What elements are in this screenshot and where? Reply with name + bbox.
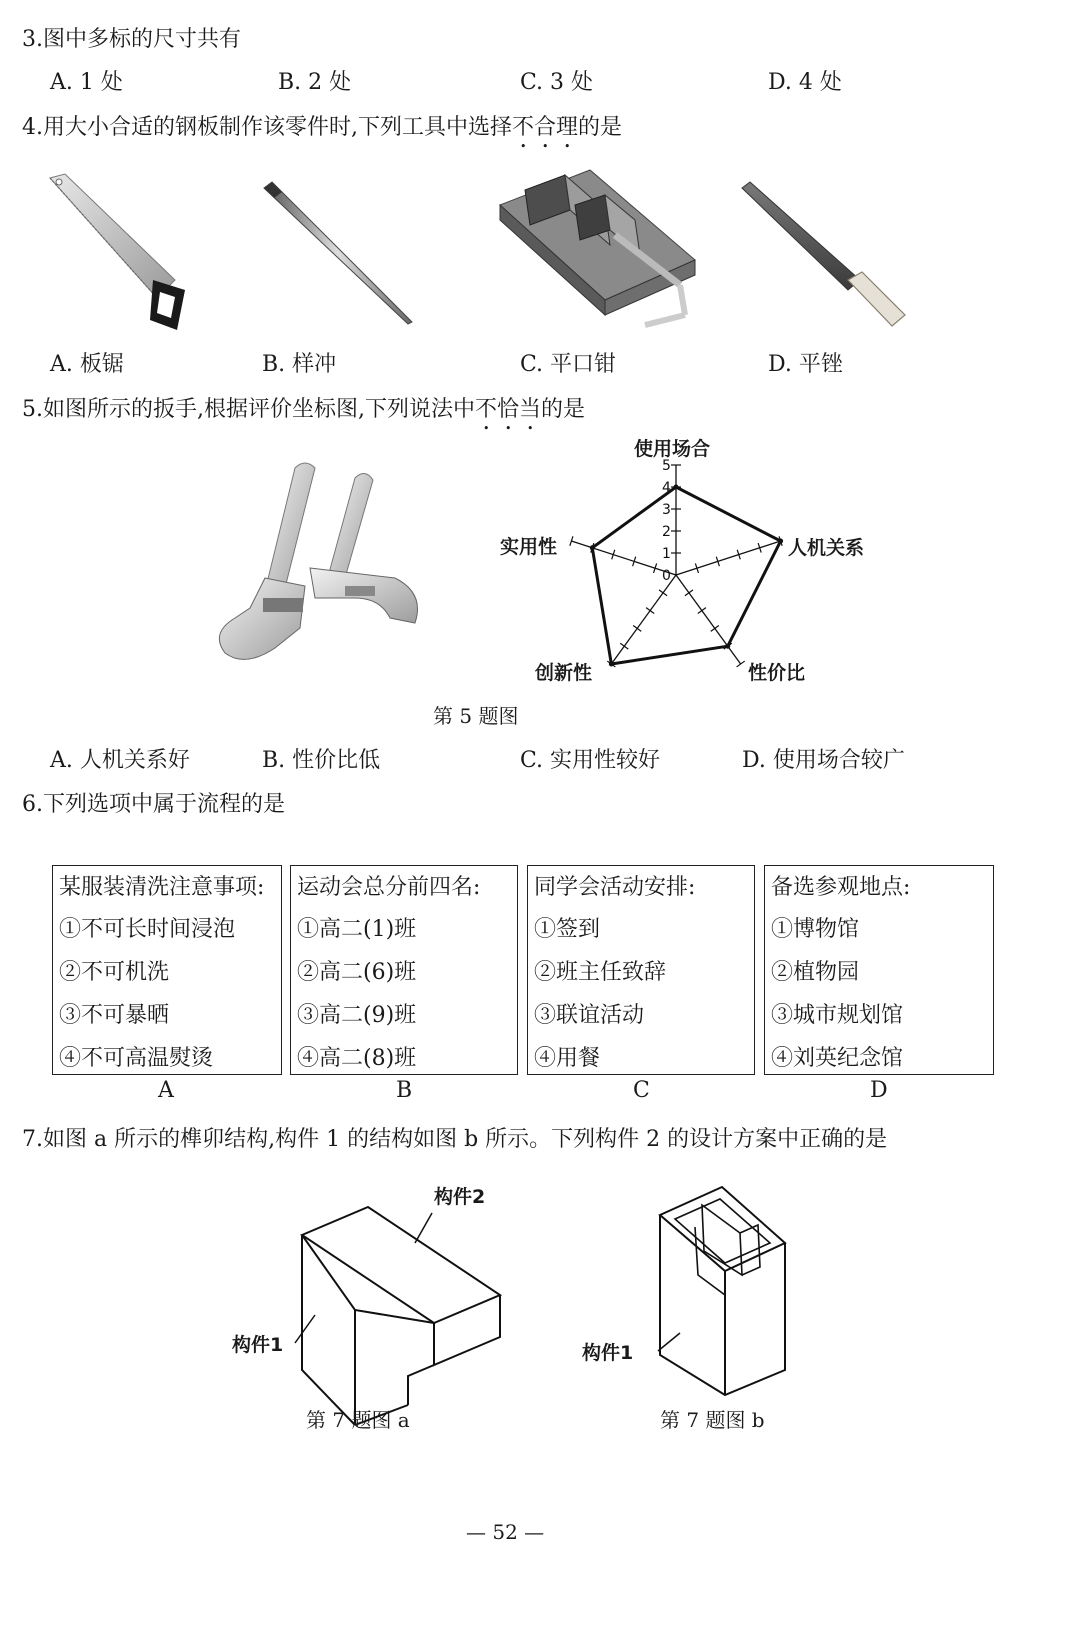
- q7-figure-b-post-drawing: [640, 1175, 820, 1405]
- adjustable-wrench-icon: [205, 458, 435, 683]
- q4-stem-before: 4.用大小合适的钢板制作该零件时,下列工具中选择: [22, 115, 512, 140]
- q6-box-b-line: ③高二(9)班: [297, 1003, 417, 1028]
- q5-option-c: C. 实用性较好: [520, 748, 661, 773]
- q6-box-d-line: ③城市规划馆: [771, 1003, 904, 1028]
- q5-figure-caption: 第 5 题图: [433, 704, 519, 728]
- q5-stem-after: 的是: [541, 397, 586, 422]
- radar-value-polygon: [592, 487, 780, 664]
- radar-axis-tick: [737, 661, 745, 667]
- q6-box-c-line: ①签到: [534, 917, 601, 942]
- center-punch-icon: [262, 180, 417, 325]
- radar-scale-label: 2: [662, 524, 671, 540]
- hand-saw-icon: [45, 170, 195, 335]
- q6-box-d: [764, 865, 994, 1075]
- radar-axis-label-3: 创新性: [535, 662, 593, 684]
- q6-box-d-letter: D: [870, 1078, 888, 1103]
- radar-axis-tick: [633, 625, 641, 631]
- q5-option-d: D. 使用场合较广: [742, 748, 905, 773]
- q6-box-b-line: ②高二(6)班: [297, 960, 417, 985]
- q3-option-a: A. 1 处: [50, 70, 123, 95]
- radar-value-point: [778, 539, 783, 544]
- q6-box-b: [290, 865, 518, 1075]
- q4-option-c: C. 平口钳: [520, 352, 617, 377]
- q6-box-d-line: ④刘英纪念馆: [771, 1046, 904, 1071]
- q5-option-b: B. 性价比低: [262, 748, 381, 773]
- page-number: — 52 —: [466, 1520, 545, 1544]
- radar-value-point: [725, 644, 730, 649]
- radar-axis-tick: [620, 643, 628, 649]
- q6-box-d-line: ①博物馆: [771, 917, 860, 942]
- radar-axis-tick: [685, 590, 693, 596]
- radar-scale-label: 0: [662, 568, 671, 584]
- q6-stem: 6.下列选项中属于流程的是: [22, 792, 285, 817]
- radar-axis-line: [611, 575, 676, 664]
- q3-option-b: B. 2 处: [278, 70, 352, 95]
- q6-box-a-line: ②不可机洗: [59, 960, 170, 985]
- q7-fig-b-label-part1: 构件1: [582, 1342, 634, 1364]
- radar-axis-tick: [646, 608, 654, 614]
- q6-box-a-line: ④不可高温熨烫: [59, 1046, 214, 1071]
- q6-box-c-letter: C: [633, 1078, 650, 1103]
- q6-box-a-line: ①不可长时间浸泡: [59, 917, 236, 942]
- radar-axis-line: [571, 541, 676, 575]
- radar-axis-label-2: 性价比: [748, 662, 806, 684]
- q6-box-c-line: ④用餐: [534, 1046, 601, 1071]
- q4-stem-emphasis: 不合理: [512, 115, 579, 140]
- q4-option-a: A. 板锯: [50, 352, 124, 377]
- radar-value-point: [674, 485, 679, 490]
- q4-stem-after: 的是: [578, 115, 623, 140]
- q4-option-d: D. 平锉: [768, 352, 843, 377]
- radar-scale-label: 4: [662, 480, 671, 496]
- q6-box-c-line: ③联谊活动: [534, 1003, 645, 1028]
- radar-axis-label-1: 人机关系: [788, 537, 865, 559]
- q6-box-b-line: ①高二(1)班: [297, 917, 417, 942]
- q3-option-d: D. 4 处: [768, 70, 842, 95]
- q6-box-d-line: ②植物园: [771, 960, 860, 985]
- q5-stem-emphasis: 不恰当: [474, 397, 541, 422]
- flat-file-icon: [740, 180, 910, 330]
- q7-fig-b-caption: 第 7 题图 b: [660, 1408, 765, 1432]
- q7-fig-a-caption: 第 7 题图 a: [306, 1408, 410, 1432]
- q3-option-c: C. 3 处: [520, 70, 594, 95]
- radar-scale-label: 5: [662, 458, 671, 474]
- q6-box-a-letter: A: [158, 1078, 174, 1103]
- bench-vise-icon: [495, 165, 705, 330]
- q5-stem: [22, 392, 585, 435]
- radar-axis-tick: [711, 625, 719, 631]
- radar-axis-label-0: 使用场合: [634, 438, 711, 460]
- q6-box-b-line: 运动会总分前四名:: [297, 875, 481, 900]
- q4-stem: [22, 110, 622, 153]
- q7-fig-a-label-part2: 构件2: [434, 1186, 486, 1208]
- q4-option-b: B. 样冲: [262, 352, 337, 377]
- q7-stem: 7.如图 a 所示的榫卯结构,构件 1 的结构如图 b 所示。下列构件 2 的设计方案中正确的是: [22, 1127, 888, 1152]
- q6-box-a-line: ③不可暴晒: [59, 1003, 170, 1028]
- evaluation-radar-chart: [560, 455, 810, 675]
- radar-value-point: [609, 661, 614, 666]
- radar-axis-label-4: 实用性: [500, 536, 558, 558]
- radar-scale-label: 1: [662, 546, 671, 562]
- radar-axis-tick: [659, 590, 667, 596]
- q6-box-b-line: ④高二(8)班: [297, 1046, 417, 1071]
- q6-box-c-line: ②班主任致辞: [534, 960, 667, 985]
- radar-scale-label: 3: [662, 502, 671, 518]
- q6-box-d-line: 备选参观地点:: [771, 875, 911, 900]
- q6-box-a: [52, 865, 282, 1075]
- q3-stem: 3.图中多标的尺寸共有: [22, 27, 241, 52]
- q6-box-c-line: 同学会活动安排:: [534, 875, 696, 900]
- radar-axis-tick: [698, 608, 706, 614]
- q6-box-a-line: 某服装清洗注意事项:: [59, 875, 265, 900]
- radar-value-point: [590, 545, 595, 550]
- q6-box-c: [527, 865, 755, 1075]
- q5-stem-before: 5.如图所示的扳手,根据评价坐标图,下列说法中: [22, 397, 475, 422]
- q6-box-b-letter: B: [396, 1078, 413, 1103]
- q5-option-a: A. 人机关系好: [50, 748, 190, 773]
- q7-fig-a-label-part1: 构件1: [232, 1334, 284, 1356]
